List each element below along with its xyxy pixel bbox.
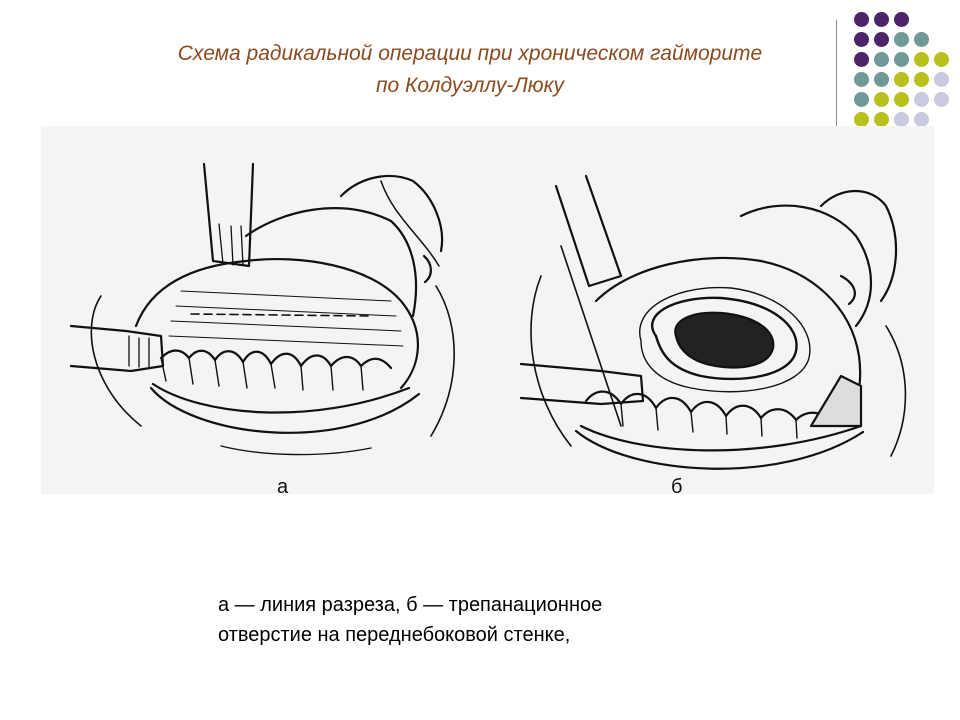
surgery-figure: [41, 126, 934, 494]
caption-line-2: отверстие на переднебоковой стенке,: [218, 624, 571, 646]
panel-a-drawing: [71, 164, 454, 455]
panel-a-label: а: [277, 476, 289, 494]
slide-title-line-1: Схема радикальной операции при хроническом гайморите: [177, 42, 763, 65]
caption-line-1: а — линия разреза, б — трепанационное: [218, 594, 603, 616]
panel-b-label: б: [671, 476, 683, 494]
slide-title-line-2: по Колдуэллу-Люку: [375, 74, 565, 97]
slide-title: [70, 38, 870, 102]
panel-b-drawing: [521, 176, 905, 469]
figure-caption: [218, 590, 858, 650]
